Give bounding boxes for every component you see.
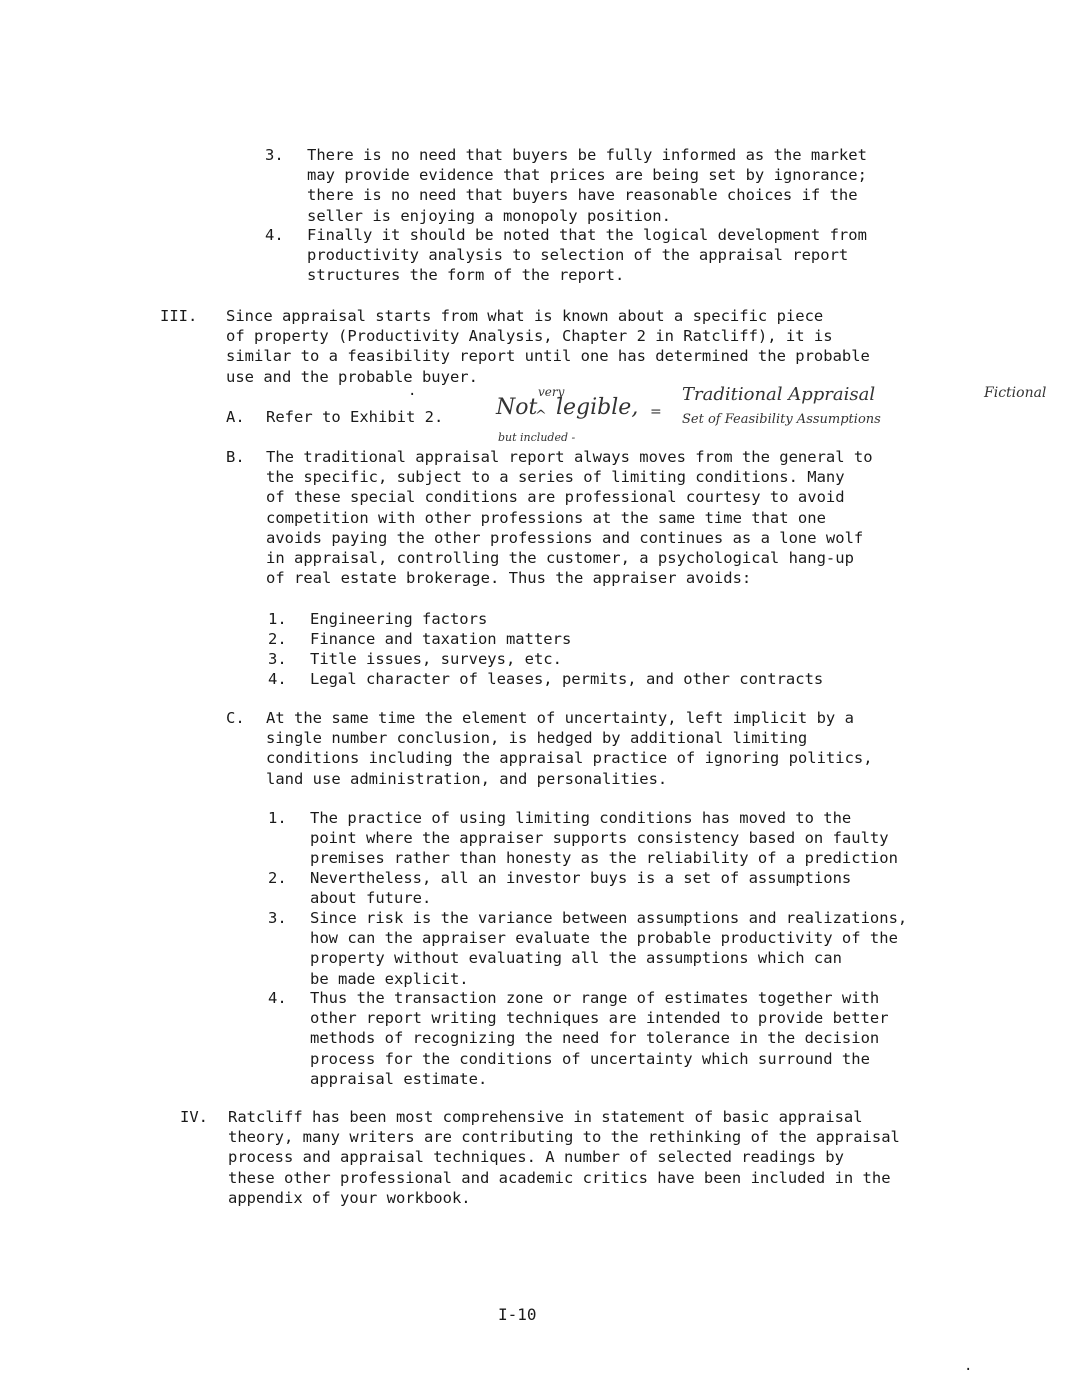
handwritten-caret: ^ [535,408,547,424]
item-text: Title issues, surveys, etc. [310,650,562,668]
item-number: 2. [268,630,287,648]
handwritten-legible: legible, [556,395,639,420]
subsection-letter: C. [226,709,245,727]
item-number: 3. [265,146,284,164]
section-number: IV. [180,1108,208,1126]
item-text: There is no need that buyers be fully informed as the market may provide evidence that prices are being set by ignorance; there is no need that buyers have reasonable choices if the seller is enjoying a monopoly position. [307,146,867,225]
item-number: 3. [268,650,287,668]
item-number: 3. [268,909,287,927]
item-text: Since risk is the variance between assumptions and realizations, how can the appraiser evaluate the probable productivity of the property without evaluating all the assumptions which can be made explicit. [310,909,908,988]
item-number: 1. [268,610,287,628]
section-text: Since appraisal starts from what is known about a specific piece of property (Productivity Analysis, Chapter 2 in Ratcliff), it is similar to a feasibility report until one has determined the probable use and the probable buyer. [226,307,870,386]
item-number: 1. [268,809,287,827]
subsection-text: Refer to Exhibit 2. [266,408,444,426]
handwritten-equals: = [650,404,662,420]
handwritten-set-of-assumptions: Set of Feasibility Assumptions [682,412,881,427]
item-text: Thus the transaction zone or range of estimates together with other report writing techniques are intended to provide better methods of recognizing the need for tolerance in the decision process for the conditions of uncertainty which surround the appraisal estimate. [310,989,889,1088]
handwritten-but-included: but included - [498,431,576,444]
item-text: Engineering factors [310,610,488,628]
page-number: I-10 [498,1305,537,1324]
subsection-text: At the same time the element of uncertainty, left implicit by a single number conclusion, is hedged by additional limiting conditions including the appraisal practice of ignoring politics, land use administration, and personalities. [266,709,873,788]
item-text: Legal character of leases, permits, and other contracts [310,670,824,688]
handwritten-very: very [538,385,565,399]
item-text: Finance and taxation matters [310,630,572,648]
handwritten-not: Not [496,395,538,420]
subsection-text: The traditional appraisal report always moves from the general to the specific, subject to a series of limiting conditions. Many of these special conditions are professional courtesy to avoid competition with other professions at the same time that one avoids paying the other professions and continues as a lone wolf in appraisal, controlling the customer, a psychological hang-up of real estate brokerage. Thus the appraiser avoids: [266,448,873,588]
subsection-letter: B. [226,448,245,466]
handwritten-traditional-appraisal: Traditional Appraisal [682,384,876,405]
item-text: The practice of using limiting conditions has moved to the point where the appraiser supports consistency based on faulty premises rather than honesty as the reliability of a prediction [310,809,898,868]
scan-speck: · [964,1362,973,1378]
scan-speck: · [408,387,417,403]
section-text: Ratcliff has been most comprehensive in statement of basic appraisal theory, many writers are contributing to the rethinking of the appraisal process and appraisal techniques. A number of selected readings by these other professional and academic critics have been included in the appendix of your workbook. [228,1108,900,1207]
item-number: 4. [268,670,287,688]
subsection-letter: A. [226,408,245,426]
item-text: Finally it should be noted that the logical development from productivity analysis to selection of the appraisal report structures the form of the report. [307,226,867,285]
item-text: Nevertheless, all an investor buys is a set of assumptions about future. [310,869,852,908]
item-number: 2. [268,869,287,887]
section-number: III. [160,307,198,325]
item-number: 4. [268,989,287,1007]
item-number: 4. [265,226,284,244]
handwritten-fictional: Fictional [984,385,1047,401]
